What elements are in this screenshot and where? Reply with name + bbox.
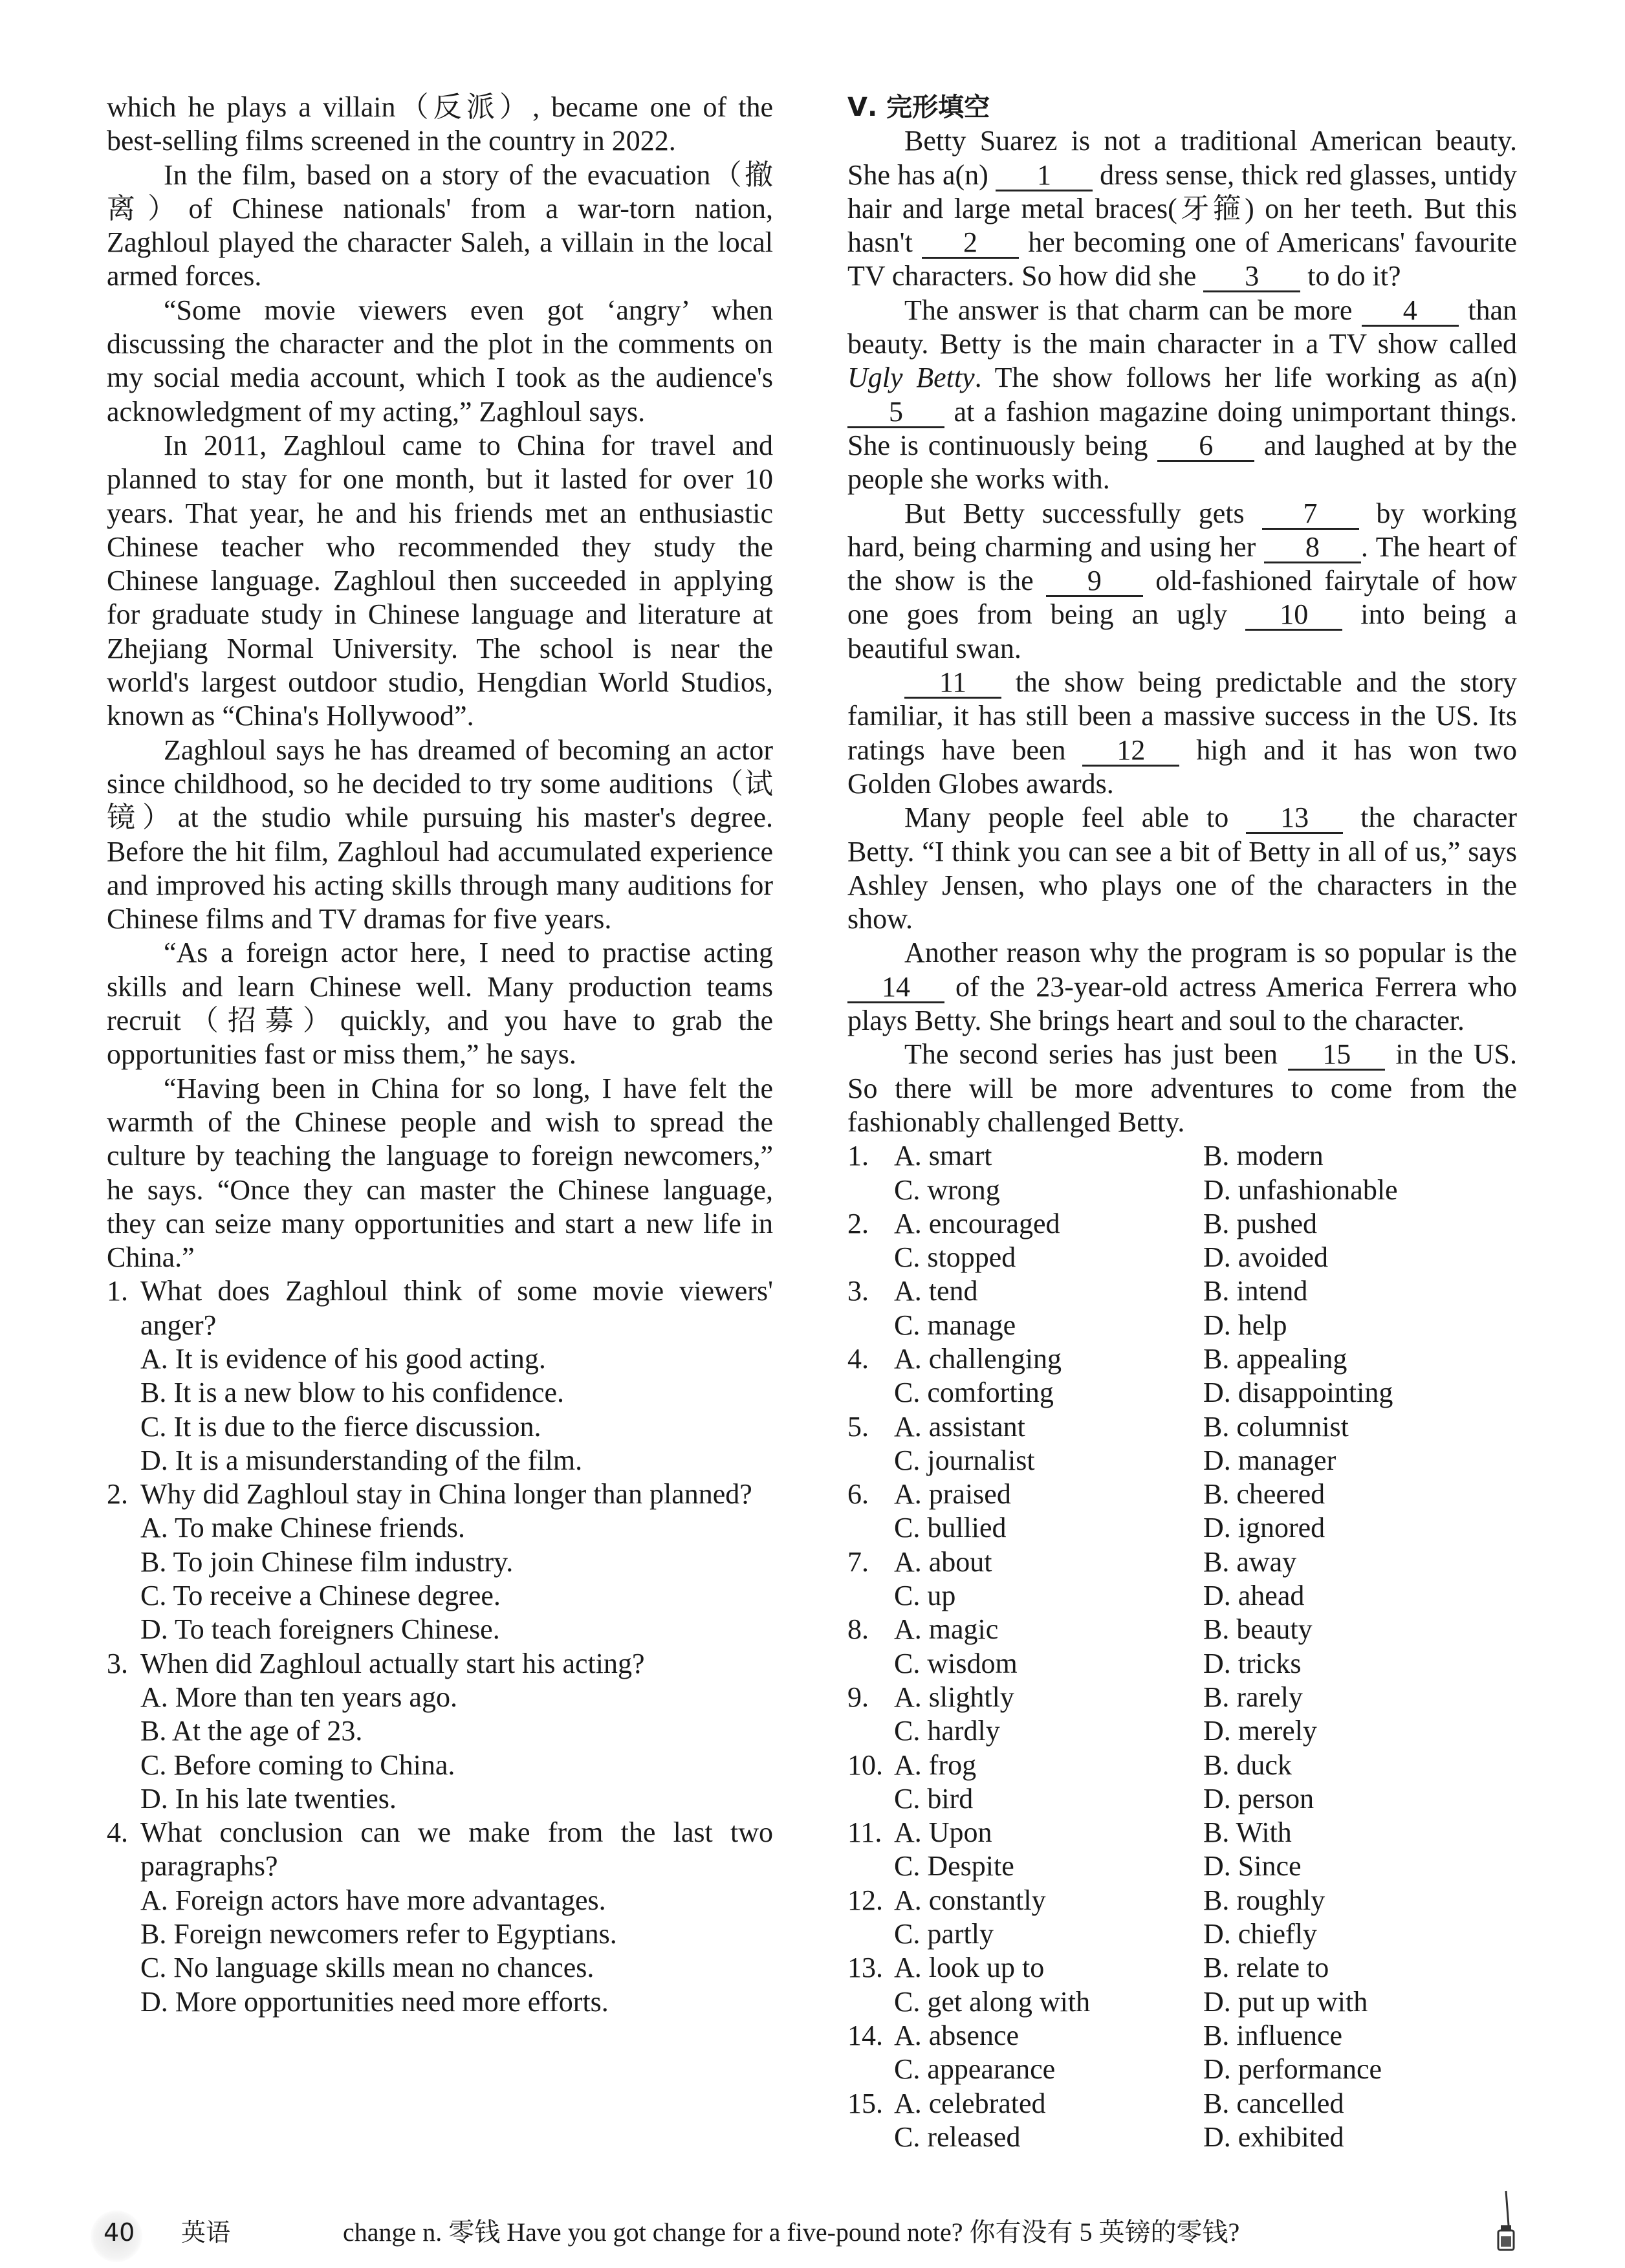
cloze-paragraph — [847, 936, 1517, 1038]
option-row — [847, 1342, 1517, 1376]
option-c[interactable]: C. stopped — [894, 1241, 1016, 1274]
option-a[interactable]: A. frog — [894, 1749, 977, 1781]
question-stem — [107, 1647, 773, 1681]
option-row — [847, 1477, 1517, 1511]
option-row — [847, 1749, 1517, 1782]
option-number-spacer — [847, 1309, 894, 1342]
option-number: 12. — [847, 1884, 883, 1916]
cloze-passage — [847, 124, 1517, 1139]
blank-12[interactable]: 12 — [1082, 736, 1179, 767]
passage-paragraph: which he plays a villain（反派）, became one of the best-selling films screened in the country in 2022. — [107, 91, 773, 157]
blank-2[interactable]: 2 — [922, 228, 1019, 259]
option-number: 13. — [847, 1952, 883, 1984]
option-a[interactable]: A. challenging — [894, 1342, 1062, 1375]
option-a[interactable]: A. assistant — [894, 1410, 1025, 1443]
text-segment: in the US. So there will be more adventures to come from the fashionably challenged Betty. — [847, 1038, 1517, 1138]
italic-title: Ugly Betty — [847, 362, 975, 394]
question-number: 2. — [107, 1478, 128, 1510]
option-b[interactable]: B. duck — [1203, 1749, 1292, 1781]
option-number: 6. — [847, 1478, 869, 1510]
option-c[interactable]: C. appearance — [894, 2053, 1056, 2086]
option-number-spacer — [847, 1444, 894, 1477]
option-number: 15. — [847, 2087, 883, 2119]
option-b[interactable]: B. away — [1203, 1545, 1297, 1578]
option-a[interactable]: A. look up to — [894, 1952, 1045, 1984]
text-segment: Betty Suarez is not a traditional American beauty. She has a(n) — [847, 125, 1517, 191]
question-stem — [107, 1816, 773, 1884]
question-text: What does Zaghloul think of some movie viewers' anger? — [140, 1275, 773, 1341]
text-segment: than beauty. Betty is the main character in a TV show called — [847, 294, 1517, 360]
reading-questions — [107, 1274, 773, 2019]
option-a[interactable]: A. celebrated — [894, 2087, 1046, 2119]
option-row — [847, 1511, 1517, 1545]
answer-option[interactable]: B. Foreign newcomers refer to Egyptians. — [140, 1918, 617, 1950]
option-d[interactable]: D. manager — [1203, 1444, 1336, 1476]
option-number: 2. — [847, 1207, 869, 1239]
question-text: What conclusion can we make from the last two paragraphs? — [140, 1816, 773, 1882]
option-row — [847, 1714, 1517, 1748]
option-d[interactable]: D. help — [1203, 1309, 1287, 1341]
passage-paragraph: “Having been in China for so long, I have felt the warmth of the Chinese people and wish to spread the culture by teaching the language to foreign newcomers,” he says. “Once they can master the Chinese language, they can seize many opportunities and start a new life in China.” — [107, 1072, 773, 1274]
option-b[interactable]: B. columnist — [1203, 1410, 1349, 1443]
option-row — [847, 1613, 1517, 1646]
option-c[interactable]: C. journalist — [894, 1444, 1035, 1476]
text-segment: the character Betty. “I think you can see a bit of Betty in all of us,” says Ashley Jensen, who plays one of the characters in the show. — [847, 801, 1517, 935]
option-a[interactable]: A. magic — [894, 1613, 999, 1646]
page-number: 40 — [104, 2218, 135, 2247]
cloze-options — [847, 1139, 1517, 2154]
option-c[interactable]: C. Despite — [894, 1850, 1014, 1882]
option-d[interactable]: D. ignored — [1203, 1512, 1325, 1544]
answer-option[interactable]: B. It is a new blow to his confidence. — [140, 1377, 564, 1409]
option-b[interactable]: B. appealing — [1203, 1342, 1347, 1375]
option-c[interactable]: C. up — [894, 1580, 956, 1612]
text-segment: to do it? — [1300, 260, 1401, 292]
answer-option[interactable]: A. Foreign actors have more advantages. — [140, 1884, 606, 1916]
option-number-spacer — [847, 2121, 894, 2154]
blank-5[interactable]: 5 — [847, 398, 944, 428]
text-segment: the show being predictable and the story familiar, it has still been a massive success in the US. Its ratings have been — [847, 666, 1517, 766]
question — [107, 1477, 773, 1646]
option-number: 7. — [847, 1545, 869, 1578]
option-number: 11. — [847, 1816, 882, 1849]
text-segment: into being a beautiful swan. — [847, 598, 1517, 664]
answer-option[interactable]: C. It is due to the fierce discussion. — [140, 1410, 541, 1443]
option-number: 9. — [847, 1681, 869, 1713]
option-row — [847, 1816, 1517, 1849]
cloze-paragraph — [847, 497, 1517, 666]
option-row — [847, 1207, 1517, 1241]
option-row — [847, 2121, 1517, 2154]
text-segment: old-fashioned fairytale of how one goes from being an ugly — [847, 565, 1517, 631]
question — [107, 1816, 773, 2019]
option-d[interactable]: D. merely — [1203, 1715, 1317, 1747]
blank-9[interactable]: 9 — [1046, 567, 1143, 597]
passage-body — [107, 91, 773, 1274]
option-a[interactable]: A. Upon — [894, 1816, 992, 1849]
answer-option[interactable]: C. Before coming to China. — [140, 1749, 455, 1781]
option-d[interactable]: D. Since — [1203, 1850, 1302, 1882]
text-segment: The second series has just been — [904, 1038, 1289, 1071]
option-b[interactable]: B. rarely — [1203, 1681, 1303, 1713]
option-b[interactable]: B. cheered — [1203, 1478, 1325, 1510]
option-number-spacer — [847, 1782, 894, 1816]
option-row — [847, 1681, 1517, 1714]
option-d[interactable]: D. ahead — [1203, 1580, 1305, 1612]
option-row — [847, 1139, 1517, 1173]
question — [107, 1647, 773, 1816]
option-row — [847, 1173, 1517, 1207]
option-d[interactable]: D. tricks — [1203, 1647, 1302, 1679]
option-a[interactable]: A. encouraged — [894, 1207, 1060, 1239]
answer-option[interactable]: D. More opportunities need more efforts. — [140, 1985, 609, 2018]
question-stem — [107, 1274, 773, 1342]
option-row — [847, 1376, 1517, 1410]
text-segment: at a fashion magazine doing unimportant things. She is continuously being — [847, 395, 1517, 461]
option-row — [847, 1579, 1517, 1613]
blank-14[interactable]: 14 — [847, 973, 944, 1003]
page-footer — [0, 2216, 1625, 2254]
option-c[interactable]: C. hardly — [894, 1715, 1000, 1747]
cloze-paragraph — [847, 1038, 1517, 1139]
option-b[interactable]: B. roughly — [1203, 1884, 1325, 1916]
option-number-spacer — [847, 1714, 894, 1748]
text-segment: her becoming one of Americans' favourite TV characters. So how did she — [847, 226, 1517, 292]
blank-6[interactable]: 6 — [1157, 431, 1254, 462]
option-c[interactable]: C. bird — [894, 1782, 974, 1815]
text-segment: Many people feel able to — [904, 801, 1247, 834]
option-number-spacer — [847, 1511, 894, 1545]
option-d[interactable]: D. put up with — [1203, 1985, 1368, 2018]
passage-paragraph: In the film, based on a story of the evacuation（撤离）of Chinese nationals' from a war-torn nation, Zaghloul played the character Saleh, a villain in the local armed forces. — [107, 158, 773, 292]
blank-8[interactable]: 8 — [1264, 533, 1361, 563]
option-number-spacer — [847, 1647, 894, 1681]
text-segment: The answer is that charm can be more — [904, 294, 1362, 326]
option-row — [847, 1410, 1517, 1444]
option-row — [847, 2087, 1517, 2121]
text-segment: . The heart of the show is the — [847, 530, 1518, 597]
blank-7[interactable]: 7 — [1262, 499, 1359, 530]
option-a[interactable]: A. praised — [894, 1478, 1011, 1510]
option-number-spacer — [847, 1376, 894, 1410]
option-row — [847, 1274, 1517, 1308]
option-number: 1. — [847, 1140, 869, 1172]
text-segment: by working hard, being charming and using her — [847, 497, 1518, 563]
option-row — [847, 1951, 1517, 1985]
option-c[interactable]: C. comforting — [894, 1377, 1054, 1409]
question-number: 4. — [107, 1816, 128, 1849]
cloze-paragraph — [847, 124, 1517, 293]
option-a[interactable]: A. tend — [894, 1275, 978, 1307]
option-number-spacer — [847, 1173, 894, 1207]
option-a[interactable]: A. smart — [894, 1140, 992, 1172]
option-a[interactable]: A. absence — [894, 2019, 1020, 2051]
answer-option[interactable]: B. To join Chinese film industry. — [140, 1545, 514, 1578]
passage-paragraph: Zaghloul says he has dreamed of becoming an actor since childhood, so he decided to try some auditions（试镜）at the studio while pursuing his master's degree. Before the hit film, Zaghloul had accumulated experience and improved his acting skills through many auditions for Chinese films and TV dramas for five years. — [107, 734, 773, 935]
option-d[interactable]: D. disappointing — [1203, 1377, 1393, 1409]
option-c[interactable]: C. bullied — [894, 1512, 1007, 1544]
option-number: 8. — [847, 1613, 869, 1646]
option-a[interactable]: A. slightly — [894, 1681, 1014, 1713]
cloze-paragraph — [847, 801, 1517, 936]
question-text: When did Zaghloul actually start his acting? — [140, 1647, 645, 1679]
option-d[interactable]: D. avoided — [1203, 1241, 1329, 1274]
answer-option[interactable]: A. To make Chinese friends. — [140, 1512, 466, 1544]
option-number-spacer — [847, 1579, 894, 1613]
blank-13[interactable]: 13 — [1246, 803, 1343, 834]
option-number: 5. — [847, 1410, 869, 1443]
option-d[interactable]: D. unfashionable — [1203, 1173, 1398, 1206]
option-row — [847, 1884, 1517, 1917]
option-b[interactable]: B. cancelled — [1203, 2087, 1344, 2119]
answer-option[interactable]: D. In his late twenties. — [140, 1782, 397, 1815]
cloze-paragraph — [847, 666, 1517, 801]
text-segment: high and it has won two Golden Globes awards. — [847, 734, 1517, 800]
option-c[interactable]: C. wrong — [894, 1173, 1000, 1206]
option-b[interactable]: B. relate to — [1203, 1952, 1329, 1984]
option-b[interactable]: B. pushed — [1203, 1207, 1317, 1239]
subject-label: 英语 — [181, 2218, 231, 2247]
option-c[interactable]: C. get along with — [894, 1985, 1091, 2018]
blank-1[interactable]: 1 — [996, 161, 1093, 191]
question-number: 3. — [107, 1647, 128, 1679]
option-b[interactable]: B. beauty — [1203, 1613, 1313, 1646]
blank-3[interactable]: 3 — [1203, 262, 1300, 292]
question-number: 1. — [107, 1275, 128, 1307]
ink-bottle-icon — [1493, 2190, 1519, 2254]
option-number: 10. — [847, 1749, 883, 1781]
passage-paragraph: In 2011, Zaghloul came to China for travel and planned to stay for one month, but it lasted for over 10 years. That year, he and his friends met an enthusiastic Chinese teacher who recommended they study the Chinese language. Zaghloul then succeeded in applying for graduate study in Chinese language and literature at Zhejiang Normal University. The school is near the world's largest outdoor studio, Hengdian World Studios, known as “China's Hollywood”. — [107, 429, 773, 732]
option-d[interactable]: D. exhibited — [1203, 2121, 1344, 2153]
option-number-spacer — [847, 1985, 894, 2019]
text-segment: But Betty successfully gets — [904, 497, 1262, 529]
text-segment: Another reason why the program is so popular is the — [904, 937, 1517, 969]
option-row — [847, 1985, 1517, 2019]
option-row — [847, 2019, 1517, 2053]
question-text: Why did Zaghloul stay in China longer than planned? — [140, 1478, 752, 1510]
option-number: 14. — [847, 2019, 883, 2051]
answer-option[interactable]: A. More than ten years ago. — [140, 1681, 457, 1713]
section-heading: Ⅴ. 完形填空 — [847, 93, 990, 122]
option-a[interactable]: A. constantly — [894, 1884, 1046, 1916]
option-b[interactable]: B. influence — [1203, 2019, 1343, 2051]
option-row — [847, 1444, 1517, 1477]
option-row — [847, 1917, 1517, 1951]
option-number: 4. — [847, 1342, 869, 1375]
option-number-spacer — [847, 1917, 894, 1951]
answer-option[interactable]: D. To teach foreigners Chinese. — [140, 1613, 500, 1646]
option-row — [847, 1647, 1517, 1681]
option-a[interactable]: A. about — [894, 1545, 992, 1578]
option-d[interactable]: D. performance — [1203, 2053, 1382, 2086]
option-c[interactable]: C. wisdom — [894, 1647, 1018, 1679]
text-segment: . The show follows her life working as a(n) — [974, 362, 1517, 394]
option-row — [847, 2053, 1517, 2086]
option-row — [847, 1545, 1517, 1579]
answer-option[interactable]: C. No language skills mean no chances. — [140, 1952, 594, 1984]
blank-10[interactable]: 10 — [1245, 600, 1342, 631]
passage-paragraph: “As a foreign actor here, I need to practise acting skills and learn Chinese well. Many production teams recruit（招募）quickly, and you have to grab the opportunities fast or miss them,” he says. — [107, 937, 773, 1071]
answer-option[interactable]: C. To receive a Chinese degree. — [140, 1580, 501, 1612]
option-c[interactable]: C. released — [894, 2121, 1021, 2153]
answer-option[interactable]: A. It is evidence of his good acting. — [140, 1342, 546, 1375]
option-row — [847, 1241, 1517, 1274]
cloze-paragraph — [847, 294, 1517, 497]
answer-option[interactable]: B. At the age of 23. — [140, 1715, 363, 1747]
blank-15[interactable]: 15 — [1288, 1040, 1385, 1071]
text-segment: of the 23-year-old actress America Ferrera who plays Betty. She brings heart and soul to the character. — [847, 970, 1517, 1037]
option-d[interactable]: D. chiefly — [1203, 1918, 1317, 1950]
option-number-spacer — [847, 1849, 894, 1883]
blank-11[interactable]: 11 — [904, 668, 1001, 699]
option-row — [847, 1782, 1517, 1816]
option-row — [847, 1849, 1517, 1883]
option-number-spacer — [847, 2053, 894, 2086]
option-number: 3. — [847, 1275, 869, 1307]
option-b[interactable]: B. modern — [1203, 1140, 1324, 1172]
question-stem — [107, 1477, 773, 1511]
option-d[interactable]: D. person — [1203, 1782, 1314, 1815]
vocabulary-tip: change n. 零钱 Have you got change for a five-pound note? 你有没有 5 英镑的零钱? — [343, 2218, 1240, 2247]
passage-paragraph: “Some movie viewers even got ‘angry’ when discussing the character and the plot in the comments on my social media account, which I took as the audience's acknowledgment of my acting,” Zaghloul says. — [107, 294, 773, 428]
text-segment: and laughed at by the people she works with. — [847, 429, 1517, 496]
text-segment: dress sense, thick red glasses, untidy hair and large metal braces(牙箍) on her teeth. But this hasn't — [847, 158, 1517, 259]
option-row — [847, 1309, 1517, 1342]
answer-option[interactable]: D. It is a misunderstanding of the film. — [140, 1444, 583, 1476]
option-c[interactable]: C. manage — [894, 1309, 1016, 1341]
option-b[interactable]: B. With — [1203, 1816, 1292, 1849]
option-c[interactable]: C. partly — [894, 1918, 994, 1950]
option-number-spacer — [847, 1241, 894, 1274]
question — [107, 1274, 773, 1477]
option-b[interactable]: B. intend — [1203, 1275, 1308, 1307]
reading-passage-column — [107, 91, 773, 2019]
cloze-column — [847, 91, 1517, 2154]
blank-4[interactable]: 4 — [1362, 296, 1459, 327]
